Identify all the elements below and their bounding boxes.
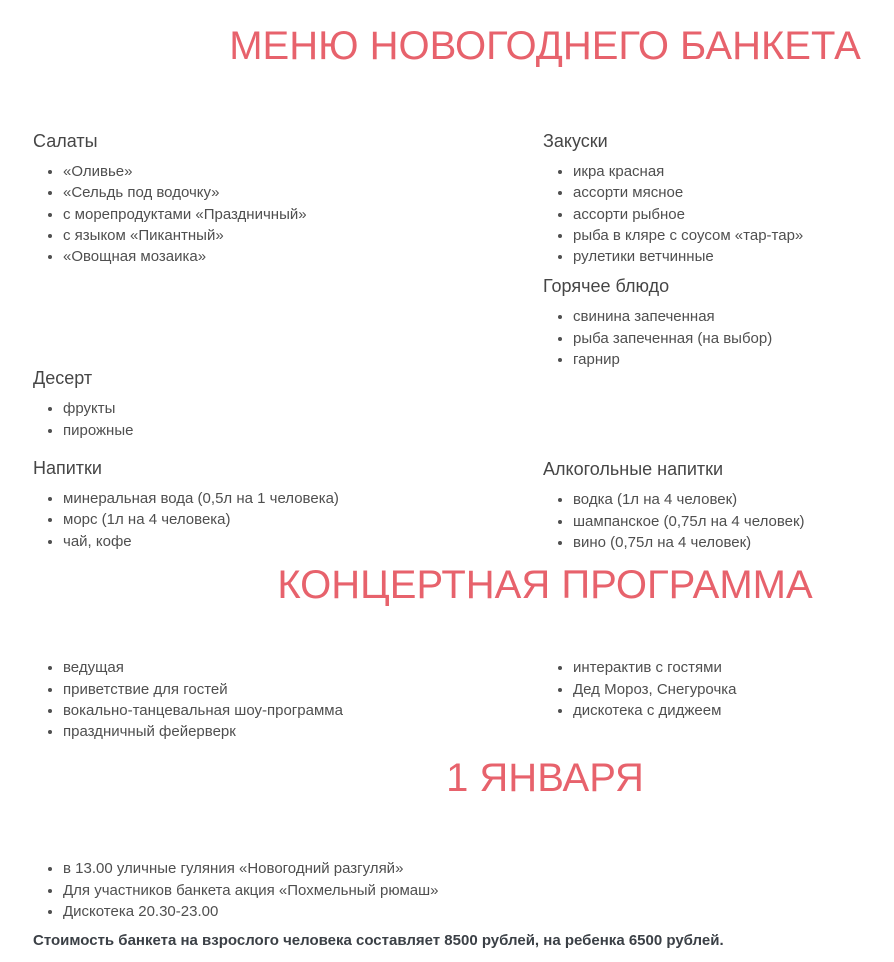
- january-1-heading: 1 ЯНВАРЯ: [446, 756, 644, 801]
- drinks-heading: Напитки: [33, 458, 102, 479]
- list-item: • с языком «Пикантный»: [63, 225, 543, 246]
- list-item: • Для участников банкета акция «Похмельный рюмаш»: [63, 880, 861, 901]
- list-item: • ведущая: [63, 657, 543, 678]
- hot-dish-heading: Горячее блюдо: [543, 276, 670, 297]
- list-item: • пирожные: [63, 420, 543, 441]
- list-item: • с морепродуктами «Праздничный»: [63, 204, 543, 225]
- list-item: • рыба запеченная (на выбор): [573, 328, 861, 349]
- list-item: • интерактив с гостями: [573, 657, 861, 678]
- concert-columns: [33, 657, 861, 742]
- list-item: • приветствие для гостей: [63, 679, 543, 700]
- list-item: • свинина запеченная: [573, 306, 861, 327]
- list-item: • рыба в кляре с соусом «тар-тар»: [573, 225, 861, 246]
- january-list: [33, 858, 861, 922]
- concert-right-list: [543, 657, 861, 721]
- list-item: • ассорти рыбное: [573, 204, 861, 225]
- list-item: • «Овощная мозаика»: [63, 246, 543, 267]
- list-item: • водка (1л на 4 человек): [573, 489, 861, 510]
- list-item: • икра красная: [573, 161, 861, 182]
- list-item: • морс (1л на 4 человека): [63, 509, 543, 530]
- list-item: • чай, кофе: [63, 531, 543, 552]
- alcohol-heading: Алкогольные напитки: [543, 459, 724, 480]
- concert-left-column: [33, 657, 543, 742]
- dessert-list: [33, 398, 543, 441]
- salads-heading: Салаты: [33, 131, 98, 151]
- concert-right-column: [543, 657, 861, 742]
- cost-note: Стоимость банкета на взрослого человека составляет 8500 рублей, на ребенка 6500 рублей.: [33, 932, 724, 950]
- snacks-list: [543, 161, 861, 267]
- list-item: • дискотека с диджеем: [573, 700, 861, 721]
- list-item: • ассорти мясное: [573, 182, 861, 203]
- page-title: МЕНЮ НОВОГОДНЕГО БАНКЕТА: [229, 24, 861, 68]
- menu-right-column: [543, 130, 861, 553]
- list-item: • фрукты: [63, 398, 543, 419]
- menu-left-column: [33, 130, 543, 553]
- list-item: • вокально-танцевальная шоу-программа: [63, 700, 543, 721]
- list-item: • Дед Мороз, Снегурочка: [573, 679, 861, 700]
- list-item: • в 13.00 уличные гуляния «Новогодний разгуляй»: [63, 858, 861, 879]
- menu-columns: [33, 130, 861, 553]
- snacks-heading: Закуски: [543, 131, 608, 151]
- list-item: • гарнир: [573, 349, 861, 370]
- concert-program-heading: КОНЦЕРТНАЯ ПРОГРАММА: [277, 563, 813, 608]
- alcohol-list: [543, 489, 861, 553]
- concert-left-list: [33, 657, 543, 742]
- drinks-list: [33, 488, 543, 552]
- list-item: • праздничный фейерверк: [63, 721, 543, 742]
- hot-dish-list: [543, 306, 861, 370]
- dessert-heading: Десерт: [33, 368, 93, 389]
- list-item: • рулетики ветчинные: [573, 246, 861, 267]
- list-item: • «Оливье»: [63, 161, 543, 182]
- list-item: • «Сельдь под водочку»: [63, 182, 543, 203]
- list-item: • вино (0,75л на 4 человек): [573, 532, 861, 553]
- list-item: • Дискотека 20.30-23.00: [63, 901, 861, 922]
- list-item: • минеральная вода (0,5л на 1 человека): [63, 488, 543, 509]
- list-item: • шампанское (0,75л на 4 человек): [573, 511, 861, 532]
- salads-list: [33, 161, 543, 267]
